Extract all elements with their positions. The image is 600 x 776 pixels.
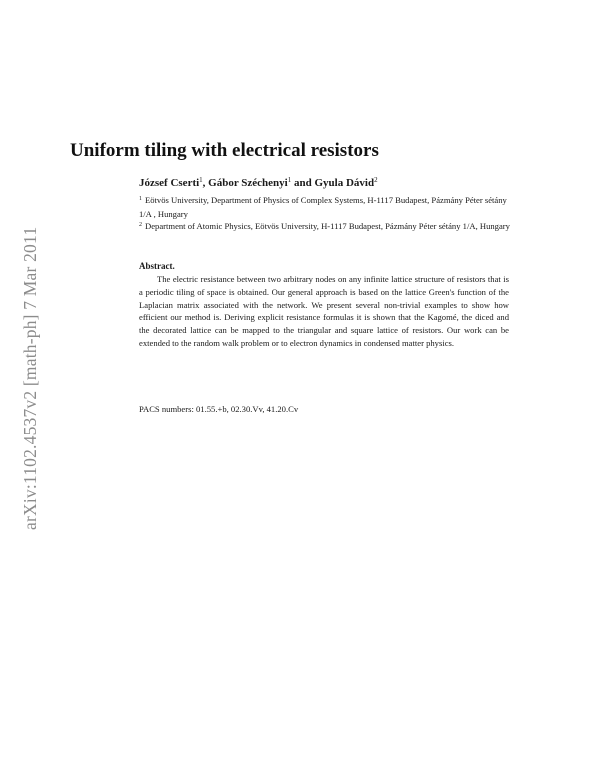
author-name: József Cserti	[139, 177, 200, 189]
pacs-numbers: PACS numbers: 01.55.+b, 02.30.Vv, 41.20.Cv	[139, 404, 299, 414]
affiliation	[139, 194, 519, 221]
arxiv-identifier: arXiv:1102.4537v2 [math-ph] 7 Mar 2011	[20, 226, 40, 530]
affiliation	[139, 220, 519, 234]
author-separator: and	[291, 177, 315, 189]
author-affiliation-mark: 1	[199, 176, 203, 184]
author-name: Gábor Széchenyi	[208, 177, 288, 189]
author-list	[139, 177, 378, 189]
affiliation-text: Eötvös University, Department of Physics of Complex Systems, H-1117 Budapest, Pázmány Péter sétány 1/A , Hungary	[139, 195, 507, 219]
paper-title: Uniform tiling with electrical resistors	[70, 140, 379, 161]
affiliation-number: 2	[139, 222, 142, 228]
author-affiliation-mark: 1	[287, 176, 292, 184]
author-name: Gyula Dávid	[314, 177, 375, 189]
author-separator: ,	[202, 177, 209, 189]
abstract-heading: Abstract.	[139, 261, 175, 271]
affiliation-text: Department of Atomic Physics, Eötvös University, H-1117 Budapest, Pázmány Péter sétány 1/A, Hungary	[145, 221, 510, 231]
affiliation-number: 1	[139, 196, 142, 202]
author-affiliation-mark: 2	[374, 176, 378, 184]
abstract-text: The electric resistance between two arbitrary nodes on any infinite lattice structure of resistors that is a periodic tiling of space is obtained. Our general approach is based on the lattice Green's function of the Laplacian matrix associated with the network. We present several non-trivial examples to show how efficient our method is. Deriving explicit resistance formulas it is shown that the Kagomé, the diced and the decorated lattice can be mapped to the triangular and square lattice of resistors. Our work can be extended to the random walk problem or to electron dynamics in condensed matter physics.	[139, 274, 509, 348]
